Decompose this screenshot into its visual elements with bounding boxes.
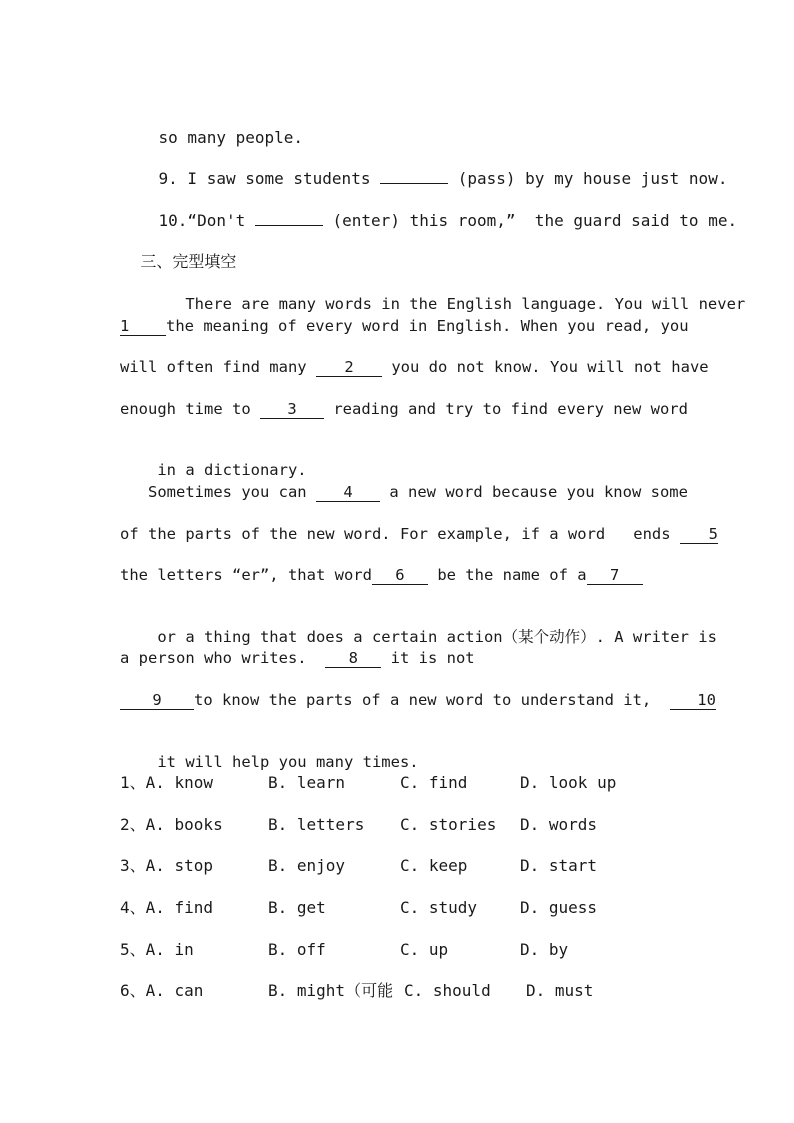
option-d[interactable]: D. start [520,856,598,875]
para-text: it will help you many times. [157,753,419,771]
q10-prefix: 10.“Don't [158,211,246,230]
para-text: There are many words in the English language. You will never [185,295,746,313]
blank-number: 9 [152,691,162,709]
option-b[interactable]: B. off [268,940,326,959]
blank-number: 6 [395,566,405,584]
options-row-3 [120,856,676,876]
options-row-2 [120,815,676,835]
cloze-blank-3[interactable] [260,401,324,419]
para-text: a person who writes. [120,649,307,667]
para-text: enough time to [120,400,251,418]
option-d[interactable]: D. look up [520,773,617,792]
paragraph-2-line-6 [120,690,716,710]
blank-number: 5 [708,525,718,543]
q9-suffix: (pass) by my house just now. [457,169,728,188]
option-c[interactable]: C. find [400,773,468,792]
option-c[interactable]: C. up [400,940,449,959]
blank-number: 7 [609,566,620,584]
option-a[interactable]: 4、A. find [120,898,214,917]
cloze-blank-9[interactable] [120,692,194,710]
q9-prefix: 9. I saw some students [158,169,371,188]
paragraph-2-line-2 [120,524,718,544]
option-b[interactable]: B. might（可能 [268,981,394,1000]
para-text: to know the parts of a new word to understand it, [194,691,652,709]
cloze-blank-5[interactable] [680,526,718,544]
paragraph-2-line-3 [120,565,676,585]
para-text: a new word because you know some [389,483,688,501]
cloze-blank-8[interactable] [325,650,381,668]
para-text: it is not [390,649,475,667]
option-a[interactable]: 1、A. know [120,773,214,792]
para-text: Sometimes you can [148,483,307,501]
option-c[interactable]: C. keep [400,856,468,875]
option-b[interactable]: B. get [268,898,326,917]
options-row-5 [120,940,676,960]
cloze-blank-10[interactable] [670,692,716,710]
option-a[interactable]: 6、A. can [120,981,204,1000]
para-text: or a thing that does a certain action（某个动作）. A writer is [157,628,717,646]
cloze-blank-2[interactable] [316,359,382,377]
cloze-blank-1[interactable] [120,318,166,336]
paragraph-2-line-5 [120,648,676,668]
option-d[interactable]: D. guess [520,898,598,917]
para-text: reading and try to find every new word [333,400,688,418]
answer-blank-9[interactable] [380,183,448,184]
paragraph-2-line-1 [148,482,688,502]
blank-number: 4 [343,483,353,501]
blank-number: 3 [287,400,297,418]
cloze-blank-4[interactable] [316,484,380,502]
q10-suffix: (enter) this room,” the guard said to me. [332,211,738,230]
option-b[interactable]: B. enjoy [268,856,346,875]
para-text: be the name of a [437,566,587,584]
cloze-blank-7[interactable] [587,567,643,585]
option-a[interactable]: 5、A. in [120,940,194,959]
option-a[interactable]: 3、A. stop [120,856,214,875]
option-d[interactable]: D. words [520,815,598,834]
option-b[interactable]: B. learn [268,773,346,792]
options-row-4 [120,898,676,918]
option-c[interactable]: C. study [400,898,478,917]
paragraph-1-line-3 [120,357,709,377]
para-text: the letters “er”, that word [120,566,372,584]
para-text: in a dictionary. [157,461,307,479]
blank-number: 1 [120,317,130,335]
paragraph-1-line-2 [120,316,689,336]
cloze-blank-6[interactable] [372,567,428,585]
para-text: of the parts of the new word. For example, if a word ends [120,525,671,543]
paragraph-1-line-4 [120,399,688,419]
option-c[interactable]: C. stories [400,815,497,834]
blank-number: 8 [348,649,358,667]
para-text: the meaning of every word in English. When you read, you [166,317,689,335]
section-title: 三、完型填空 [140,252,237,271]
blank-number: 10 [697,691,716,709]
para-text: you do not know. You will not have [391,358,709,376]
option-d[interactable]: D. by [520,940,569,959]
option-c[interactable]: C. should [404,981,491,1000]
para-text: will often find many [120,358,307,376]
option-d[interactable]: D. must [526,981,594,1000]
options-row-6 [120,981,676,1001]
option-b[interactable]: B. letters [268,815,365,834]
answer-blank-10[interactable] [255,225,323,226]
blank-number: 2 [344,358,354,376]
option-a[interactable]: 2、A. books [120,815,223,834]
line-text: so many people. [158,128,304,147]
options-row-1 [120,773,676,793]
